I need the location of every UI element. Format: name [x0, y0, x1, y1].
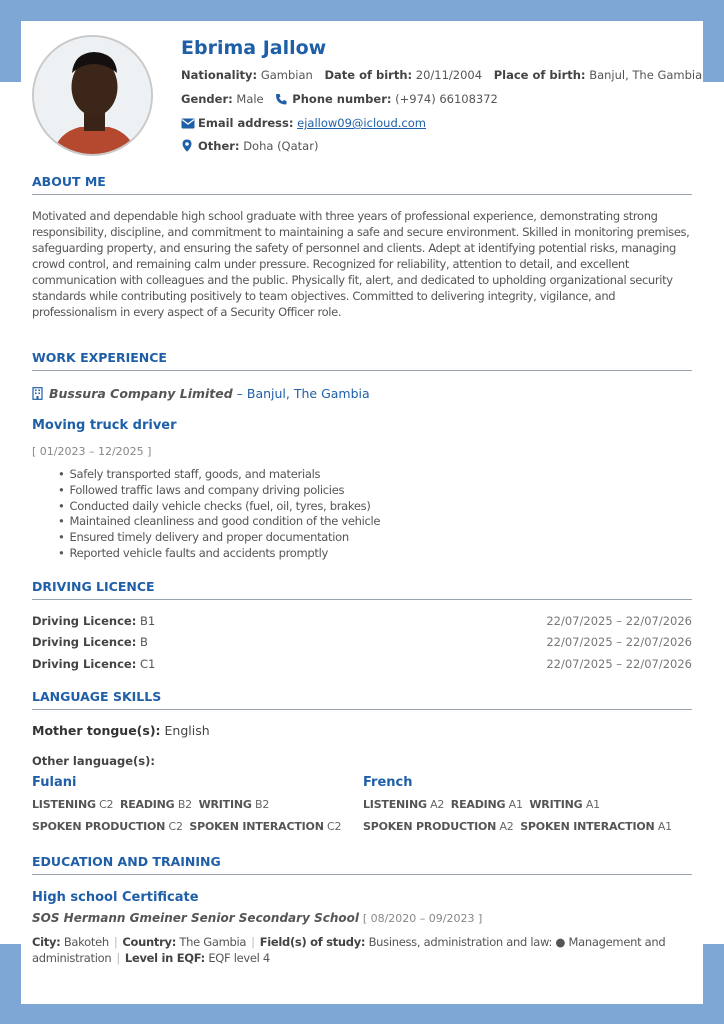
- language-skills-row: [32, 798, 269, 811]
- list-item: • Reported vehicle faults and accidents promptly: [58, 546, 380, 562]
- field-detail: Management and administration: [32, 935, 666, 965]
- licence-label: Driving Licence:: [32, 657, 137, 671]
- licence-category: B1: [139, 614, 156, 628]
- spoken-production-label: SPOKEN PRODUCTION: [363, 820, 497, 833]
- licence-category: C1: [139, 657, 156, 671]
- duties-list: [58, 467, 380, 562]
- employer-location: – Banjul, The Gambia: [232, 386, 370, 401]
- writing-level: A1: [585, 798, 600, 811]
- map-pin-icon: [181, 139, 195, 151]
- email-label: Email address:: [198, 116, 294, 130]
- phone-value: (+974) 66108372: [395, 92, 498, 106]
- reading-level: A1: [508, 798, 523, 811]
- eqf-value: EQF level 4: [208, 951, 270, 965]
- mother-tongue-line: [32, 723, 210, 738]
- person-name: Ebrima Jallow: [181, 37, 327, 59]
- personal-info-line-4: [181, 139, 318, 153]
- divider: |: [251, 935, 255, 949]
- listening-label: LISTENING: [363, 798, 427, 811]
- licence-period: 22/07/2025 – 22/07/2026: [546, 657, 692, 671]
- language-name: French: [363, 775, 413, 790]
- list-item: • Conducted daily vehicle checks (fuel, oil, tyres, brakes): [58, 499, 380, 515]
- bullet-icon: ●: [555, 935, 566, 949]
- pob-label: Place of birth:: [493, 68, 586, 82]
- dob-value: 20/11/2004: [415, 68, 483, 82]
- licence-row: [32, 635, 692, 649]
- licence-row: [32, 657, 692, 671]
- listening-level: C2: [99, 798, 114, 811]
- listening-label: LISTENING: [32, 798, 96, 811]
- reading-label: READING: [450, 798, 506, 811]
- employer-line: [32, 386, 370, 401]
- profile-photo: [32, 35, 153, 156]
- list-item: • Safely transported staff, goods, and materials: [58, 467, 380, 483]
- licence-section-title: DRIVING LICENCE: [32, 579, 692, 600]
- job-dates: [ 01/2023 – 12/2025 ]: [32, 445, 152, 458]
- nationality-label: Nationality:: [181, 68, 258, 82]
- cv-page: [21, 21, 703, 1004]
- phone-icon: [275, 93, 289, 105]
- qualification-title: High school Certificate: [32, 890, 199, 905]
- personal-info-line-1: [181, 68, 702, 82]
- language-name: Fulani: [32, 775, 77, 790]
- writing-level: B2: [255, 798, 270, 811]
- city-label: City:: [32, 935, 61, 949]
- licence-period: 22/07/2025 – 22/07/2026: [546, 614, 692, 628]
- nationality-value: Gambian: [260, 68, 313, 82]
- licence-row: [32, 614, 692, 628]
- mother-tongue-label: Mother tongue(s):: [32, 723, 161, 738]
- pob-value: Banjul, The Gambia: [589, 68, 703, 82]
- gender-label: Gender:: [181, 92, 233, 106]
- spoken-interaction-level: A1: [657, 820, 672, 833]
- spoken-interaction-level: C2: [327, 820, 342, 833]
- other-languages-label: Other language(s):: [32, 754, 155, 768]
- work-section-title: WORK EXPERIENCE: [32, 350, 692, 371]
- language-skills-row: [363, 798, 600, 811]
- gender-value: Male: [236, 92, 264, 106]
- other-value: Doha (Qatar): [243, 139, 319, 153]
- education-dates: [ 08/2020 – 09/2023 ]: [362, 912, 483, 925]
- language-skills-row: [363, 820, 672, 833]
- spoken-production-label: SPOKEN PRODUCTION: [32, 820, 166, 833]
- job-title: Moving truck driver: [32, 418, 177, 433]
- about-section-title: ABOUT ME: [32, 174, 692, 195]
- dob-label: Date of birth:: [324, 68, 413, 82]
- licence-category: B: [139, 635, 148, 649]
- licence-label: Driving Licence:: [32, 614, 137, 628]
- spoken-interaction-label: SPOKEN INTERACTION: [189, 820, 324, 833]
- envelope-icon: [181, 118, 195, 130]
- education-details: [32, 934, 692, 966]
- reading-level: B2: [177, 798, 192, 811]
- personal-info-line-2: [181, 92, 498, 106]
- field-label: Field(s) of study:: [259, 935, 366, 949]
- school-line: [32, 911, 482, 925]
- field-value: Business, administration and law:: [368, 935, 553, 949]
- country-label: Country:: [122, 935, 177, 949]
- list-item: • Followed traffic laws and company driving policies: [58, 483, 380, 499]
- about-text: Motivated and dependable high school graduate with three years of professional experience, demonstrating strong responsibility, discipline, and commitment to maintaining a safe and secure environment. Skilled in monitoring premises, safeguarding property, and ensuring the safety of personnel and clients. Adept at identifying potential risks, managing crowd control, and remaining calm under pressure. Recognized for reliability, attention to detail, and excellent communication with colleagues and the public. Physically fit, alert, and dedicated to upholding organizational security standards while contributing positively to team objectives. Committed to delivering integrity, vigilance, and professionalism in every aspect of a Security Officer role.: [32, 209, 690, 319]
- divider: |: [116, 951, 120, 965]
- spoken-production-level: A2: [499, 820, 514, 833]
- list-item: • Maintained cleanliness and good condition of the vehicle: [58, 514, 380, 530]
- licence-period: 22/07/2025 – 22/07/2026: [546, 635, 692, 649]
- phone-label: Phone number:: [292, 92, 392, 106]
- divider: |: [113, 935, 118, 949]
- writing-label: WRITING: [198, 798, 252, 811]
- mother-tongue-value: English: [164, 723, 210, 738]
- spoken-production-level: C2: [168, 820, 183, 833]
- listening-level: A2: [430, 798, 445, 811]
- email-link[interactable]: ejallow09@icloud.com: [297, 116, 426, 130]
- other-label: Other:: [198, 139, 240, 153]
- licence-label: Driving Licence:: [32, 635, 137, 649]
- education-section-title: EDUCATION AND TRAINING: [32, 854, 692, 875]
- building-icon: [32, 387, 46, 399]
- personal-info-line-3: [181, 116, 426, 130]
- list-item: • Ensured timely delivery and proper documentation: [58, 530, 380, 546]
- eqf-label: Level in EQF:: [124, 951, 205, 965]
- reading-label: READING: [119, 798, 175, 811]
- writing-label: WRITING: [529, 798, 583, 811]
- language-section-title: LANGUAGE SKILLS: [32, 689, 692, 710]
- school-name: SOS Hermann Gmeiner Senior Secondary School: [32, 911, 359, 925]
- country-value: The Gambia: [179, 935, 247, 949]
- spoken-interaction-label: SPOKEN INTERACTION: [520, 820, 655, 833]
- city-value: Bakoteh: [63, 935, 109, 949]
- employer-name: Bussura Company Limited: [49, 386, 233, 401]
- language-skills-row: [32, 820, 341, 833]
